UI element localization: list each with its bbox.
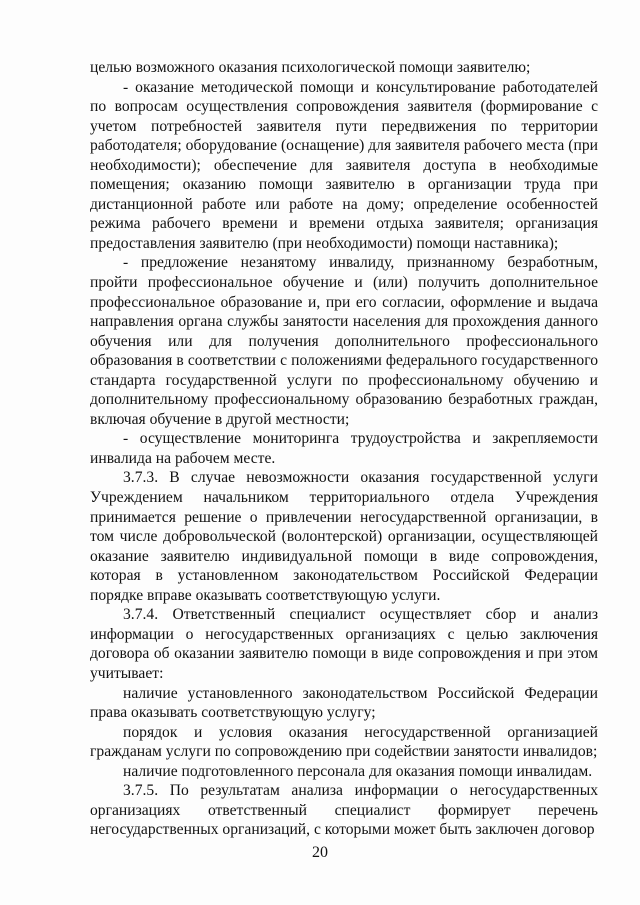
paragraph-monitoring: - осуществление мониторинга трудоустройства и закрепляемости инвалида на рабочем месте. [90, 430, 598, 467]
paragraph-3-7-5: 3.7.5. По результатам анализа информации о негосударственных организациях ответственный специалист формирует перечень негосударственных организаций, с которыми может быть заключен договор [90, 782, 598, 839]
paragraph-conditions: порядок и условия оказания негосударственной организацией гражданам услуги по сопровождению при содействии занятости инвалидов; [90, 723, 598, 761]
paragraph-training-offer: - предложение незанятому инвалиду, признанному безработным, пройти профессиональное обучение и (или) получить дополнительное профессиональное образование и, при его согласии, оформление и выдача направления органа службы занятости населения для прохождения данного обучения или для получения дополнительного профессионального образования в соответствии с положениями федерального государственного стандарта государственной услуги по профессиональному обучению и дополнительному профессиональному образованию безработных граждан, включая обучение в другой местности; [90, 254, 598, 428]
paragraph-methodical-assistance: - оказание методической помощи и консультирование работодателей по вопросам осуществления сопровождения заявителя (формирование с учетом потребностей заявителя пути передвижения по территории работодателя; оборудование (оснащение) для заявителя рабочего места (при необходимости); обеспечение для заявителя доступа в необходимые помещения; оказанию помощи заявителю в организации труда при дистанционной работе или работе на дому; определение особенностей режима рабочего времени и времени отдыха заявителя; организация предоставления заявителю (при необходимости) помощи наставника); [90, 78, 598, 252]
paragraph-personnel: наличие подготовленного персонала для оказания помощи инвалидам. [123, 762, 593, 780]
paragraph-3-7-4: 3.7.4. Ответственный специалист осуществляет сбор и анализ информации о негосударственных организациях с целью заключения договора об оказании заявителю помощи в виде сопровождения и при этом учитывает: [90, 606, 598, 682]
paragraph-continuation: целью возможного оказания психологической помощи заявителю; [90, 59, 531, 76]
paragraph-3-7-3: 3.7.3. В случае невозможности оказания государственной услуги Учреждением начальником территориального отдела Учреждения принимается решение о привлечении негосударственной организации, в том числе добровольческой (волонтерской) организации, осуществляющей оказание заявителю индивидуальной помощи в виде сопровождения, которая в установленном законодательством Российской Федерации порядке вправе оказывать соответствующую услуги. [90, 469, 598, 604]
document-body [90, 58, 598, 840]
page-number: 20 [312, 844, 328, 861]
paragraph-legal-right: наличие установленного законодательством Российской Федерации права оказывать соответствующую услугу; [90, 684, 598, 722]
